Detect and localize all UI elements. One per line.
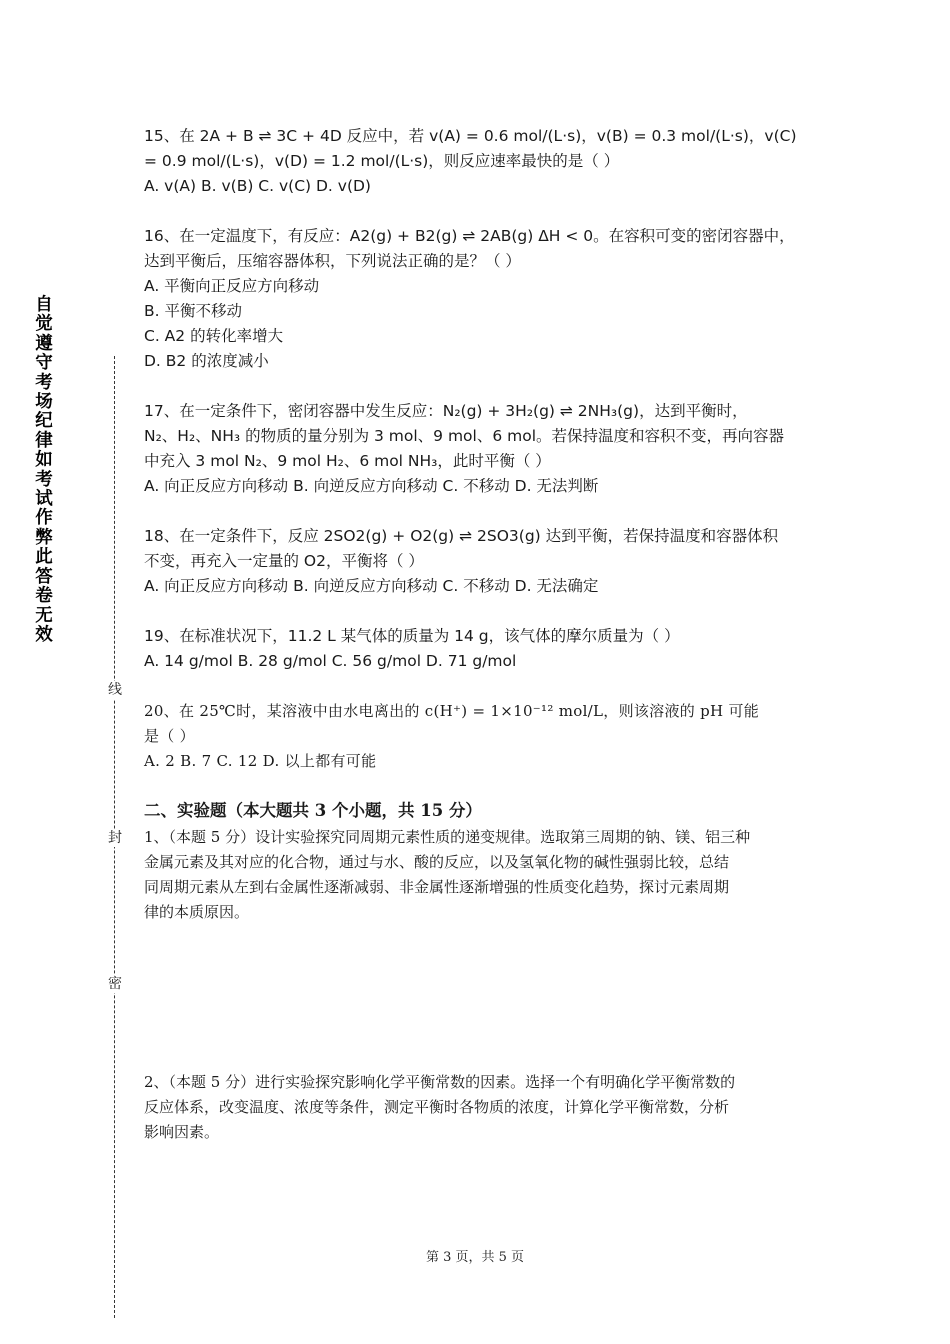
- question-text: 16、在一定温度下，有反应：A2(g) + B2(g) ⇌ 2AB(g) ΔH < 0。在容积可变的密闭容器中，: [144, 227, 795, 245]
- exam-discipline-notice: 自觉遵守考场纪律如考试作弊此答卷无效: [35, 295, 53, 645]
- question-option: A. 平衡向正反应方向移动: [144, 277, 320, 295]
- question-text: 是（ ）: [144, 727, 195, 745]
- question-20: [144, 699, 824, 774]
- question-text: 中充入 3 mol N₂、9 mol H₂、6 mol NH₃，此时平衡（ ）: [144, 452, 551, 470]
- section-title-experiments: 二、实验题（本大题共 3 个小题，共 15 分）: [144, 801, 482, 820]
- binding-label-seal: 封: [108, 830, 122, 846]
- experiment-1: [144, 825, 824, 925]
- page-number: 第 3 页，共 5 页: [425, 1250, 525, 1265]
- question-text: 不变，再充入一定量的 O2，平衡将（ ）: [144, 552, 424, 570]
- experiment-text: 反应体系，改变温度、浓度等条件，测定平衡时各物质的浓度，计算化学平衡常数，分析: [144, 1098, 730, 1116]
- binding-label-line: 线: [108, 682, 122, 698]
- question-18: [144, 524, 824, 599]
- question-15: [144, 124, 824, 199]
- question-options: A. 向正反应方向移动 B. 向逆反应方向移动 C. 不移动 D. 无法判断: [144, 477, 599, 495]
- question-options: A. v(A) B. v(B) C. v(C) D. v(D): [144, 177, 371, 195]
- question-16: [144, 224, 824, 374]
- question-text: 19、在标准状况下，11.2 L 某气体的质量为 14 g，该气体的摩尔质量为（ ）: [144, 627, 680, 645]
- experiment-text: 律的本质原因。: [144, 903, 250, 921]
- experiment-text: 2、（本题 5 分）进行实验探究影响化学平衡常数的因素。选择一个有明确化学平衡常数的: [144, 1073, 736, 1091]
- experiment-2: [144, 1070, 824, 1145]
- question-option: D. B2 的浓度减小: [144, 352, 269, 370]
- question-text: 17、在一定条件下，密闭容器中发生反应：N₂(g) + 3H₂(g) ⇌ 2NH₃(g)，达到平衡时，: [144, 402, 748, 420]
- question-list: [144, 124, 824, 925]
- question-text: N₂、H₂、NH₃ 的物质的量分别为 3 mol、9 mol、6 mol。若保持温度和容积不变，再向容器: [144, 427, 785, 445]
- experiment-text: 影响因素。: [144, 1123, 220, 1141]
- question-19: [144, 624, 824, 674]
- binding-label-secret: 密: [108, 976, 122, 992]
- question-text: = 0.9 mol/(L·s)，v(D) = 1.2 mol/(L·s)，则反应速率最快的是（ ）: [144, 152, 620, 170]
- question-text: 达到平衡后，压缩容器体积，下列说法正确的是？（ ）: [144, 252, 521, 270]
- experiment-text: 同周期元素从左到右金属性逐渐减弱、非金属性逐渐增强的性质变化趋势，探讨元素周期: [144, 878, 730, 896]
- question-option: B. 平衡不移动: [144, 302, 242, 320]
- question-text: 15、在 2A + B ⇌ 3C + 4D 反应中，若 v(A) = 0.6 mol/(L·s)，v(B) = 0.3 mol/(L·s)，v(C): [144, 127, 797, 145]
- experiment-text: 金属元素及其对应的化合物，通过与水、酸的反应，以及氢氧化物的碱性强弱比较，总结: [144, 853, 730, 871]
- question-text: 20、在 25℃时，某溶液中由水电离出的 c(H⁺) = 1×10⁻¹² mol/L，则该溶液的 pH 可能: [144, 702, 760, 720]
- question-text: 18、在一定条件下，反应 2SO2(g) + O2(g) ⇌ 2SO3(g) 达到平衡，若保持温度和容器体积: [144, 527, 779, 545]
- experiment-text: 1、（本题 5 分）设计实验探究同周期元素性质的递变规律。选取第三周期的钠、镁、铝三种: [144, 828, 751, 846]
- question-options: A. 14 g/mol B. 28 g/mol C. 56 g/mol D. 71 g/mol: [144, 652, 517, 670]
- question-options: A. 2 B. 7 C. 12 D. 以上都有可能: [144, 752, 377, 770]
- question-17: [144, 399, 824, 499]
- question-option: C. A2 的转化率增大: [144, 327, 284, 345]
- question-options: A. 向正反应方向移动 B. 向逆反应方向移动 C. 不移动 D. 无法确定: [144, 577, 599, 595]
